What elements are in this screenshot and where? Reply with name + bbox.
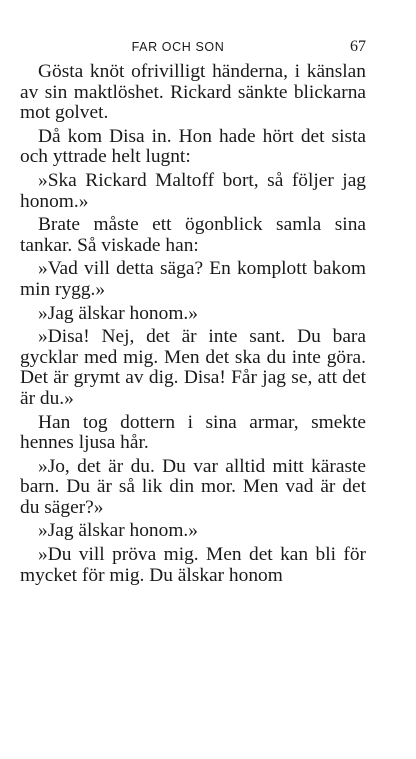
paragraph: Då kom Disa in. Hon hade hört det sista och yttrade helt lugnt: bbox=[20, 125, 366, 168]
dialogue-paragraph: »Disa! Nej, det är inte sant. Du bara gycklar med mig. Men det ska du inte göra. Det är grymt av dig. Disa! Får jag se, att det är du.» bbox=[20, 326, 366, 409]
paragraph: Brate måste ett ögonblick samla sina tankar. Så viskade han: bbox=[20, 214, 366, 256]
dialogue-paragraph: »Jo, det är du. Du var alltid mitt käraste barn. Du är så lik din mor. Men vad är det du säger?» bbox=[20, 455, 366, 518]
running-title: FAR OCH SON bbox=[131, 40, 225, 54]
paragraph: Han tog dottern i sina armar, smekte hennes ljusa hår. bbox=[20, 411, 366, 454]
dialogue-paragraph: »Jag älskar honom.» bbox=[38, 520, 198, 542]
running-head bbox=[20, 36, 366, 60]
paragraph: Gösta knöt ofrivilligt händerna, i känslan av sin maktlöshet. Rickard sänkte blickarna mot golvet. bbox=[20, 61, 366, 124]
body-text bbox=[20, 62, 366, 586]
dialogue-paragraph: »Jag älskar honom.» bbox=[38, 302, 198, 324]
book-page bbox=[20, 36, 366, 586]
dialogue-paragraph: »Du vill pröva mig. Men det kan bli för mycket för mig. Du älskar honom bbox=[20, 544, 366, 586]
dialogue-paragraph: »Ska Rickard Maltoff bort, så följer jag honom.» bbox=[20, 169, 366, 212]
page-number: 67 bbox=[350, 38, 366, 55]
dialogue-paragraph: »Vad vill detta säga? En komplott bakom min rygg.» bbox=[20, 258, 366, 300]
